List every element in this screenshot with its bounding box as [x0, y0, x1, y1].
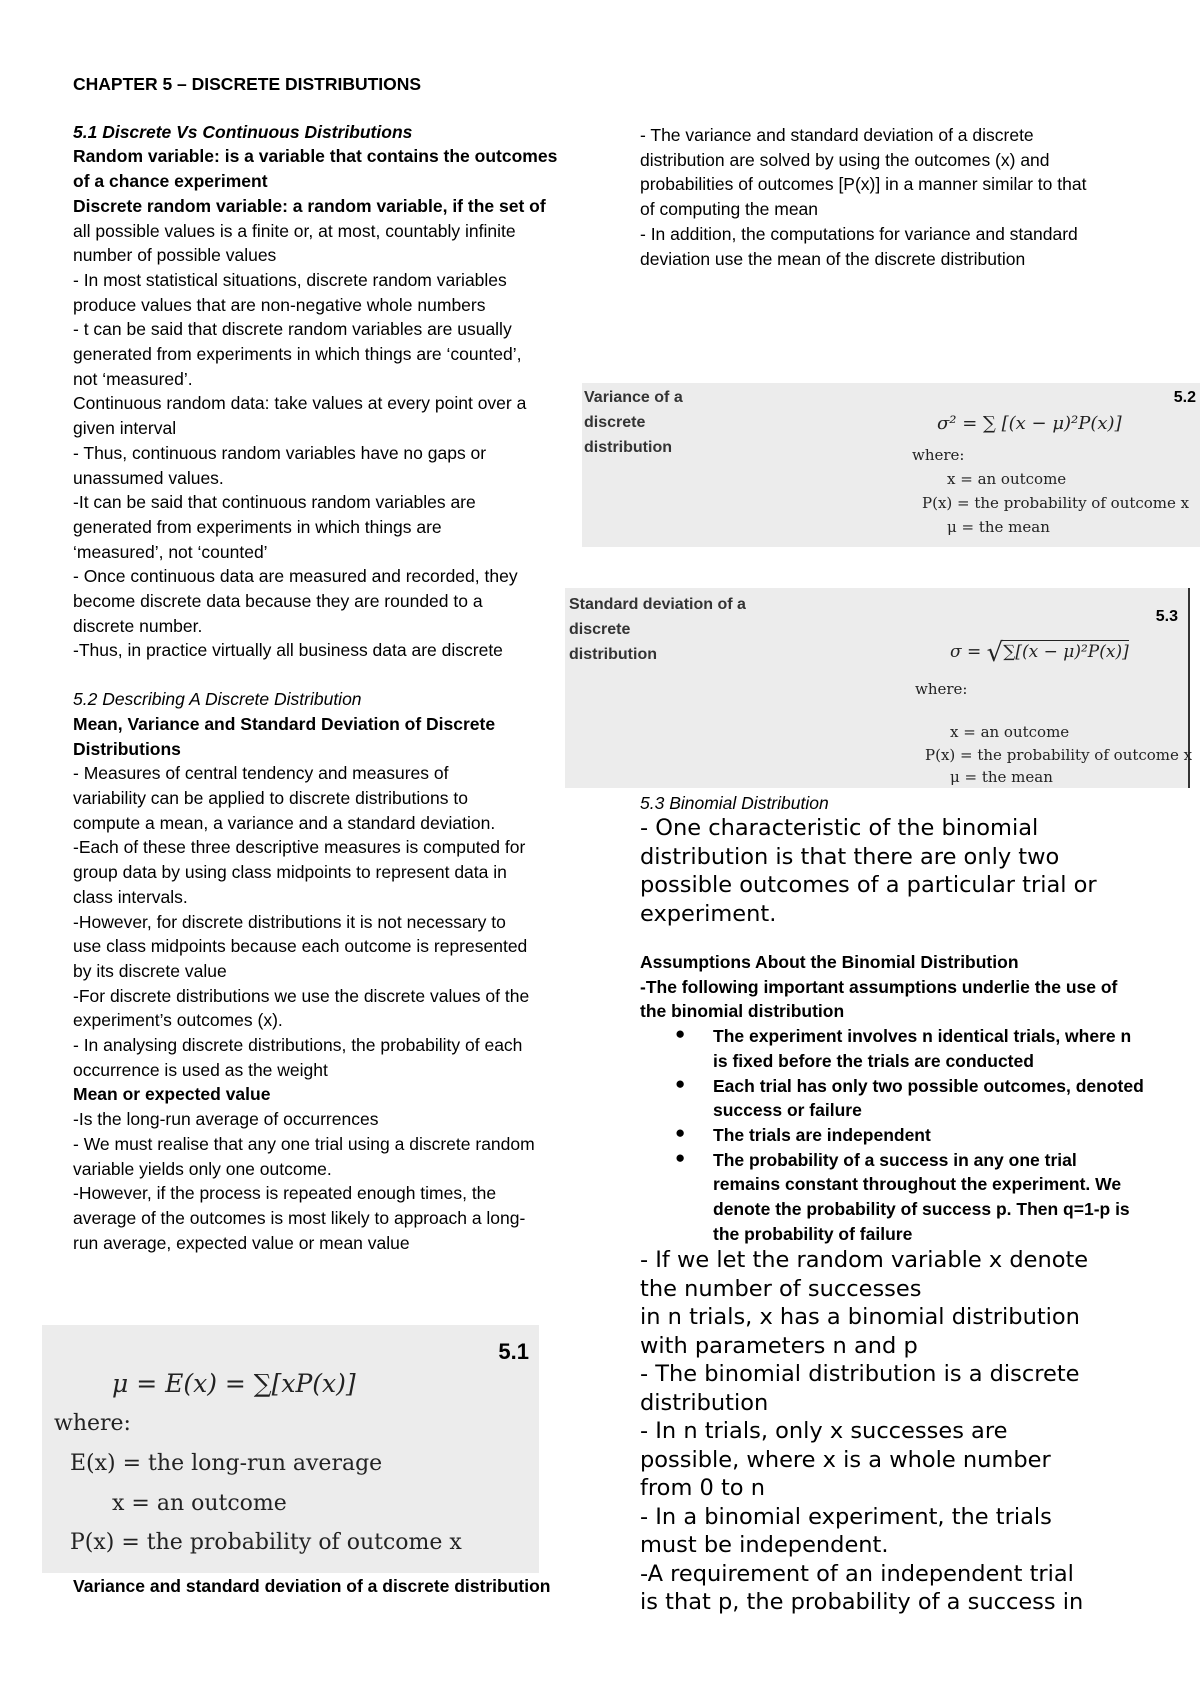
left-column — [73, 72, 573, 1255]
text-line: variability can be applied to discrete distributions to — [73, 787, 468, 808]
text-line: compute a mean, a variance and a standard deviation. — [73, 812, 496, 833]
text-line: -However, for discrete distributions it is not necessary to — [73, 911, 506, 932]
formula-label: distribution — [569, 646, 657, 663]
text-line: - Measures of central tendency and measures of — [73, 763, 449, 784]
formula-equation: σ² = ∑ [(x − μ)²P(x)] — [937, 413, 1122, 434]
formula-equation: μ = E(x) = ∑[xP(x)] — [112, 1369, 356, 1398]
text-line: of computing the mean — [640, 199, 819, 220]
text-line: use class midpoints because each outcome is represented — [73, 936, 528, 957]
text-line: distribution is that there are only two — [640, 843, 1060, 870]
chapter-title: CHAPTER 5 – DISCRETE DISTRIBUTIONS — [73, 74, 422, 94]
text-line: -Each of these three descriptive measures is computed for — [73, 837, 526, 858]
text-line: discrete number. — [73, 615, 203, 636]
text-line: -A requirement of an independent trial — [640, 1560, 1074, 1587]
text-line: - If we let the random variable x denote — [640, 1247, 1089, 1274]
text-line: - In a binomial experiment, the trials — [640, 1503, 1052, 1530]
text-line: distribution are solved by using the outcomes (x) and — [640, 149, 1050, 170]
section-5-2-subheading: Mean, Variance and Standard Deviation of Discrete — [73, 713, 496, 734]
text-line: Each trial has only two possible outcomes, denoted — [713, 1075, 1144, 1096]
text-line: of a chance experiment — [73, 171, 268, 192]
list-item — [675, 1147, 1180, 1247]
section-5-3 — [640, 792, 1180, 1617]
text-line: probabilities of outcomes [P(x)] in a manner similar to that — [640, 174, 1087, 195]
assumptions-heading: Assumptions About the Binomial Distribution — [640, 952, 1019, 972]
text-line: the number of successes — [640, 1275, 922, 1302]
text-line: possible, where x is a whole number — [640, 1446, 1051, 1473]
text-line: - In n trials, only x successes are — [640, 1418, 1008, 1445]
text-line: - We must realise that any one trial using a discrete random — [73, 1133, 535, 1154]
text-line: with parameters n and p — [640, 1332, 918, 1359]
sqrt-sign: √ — [986, 638, 1004, 668]
text-line: by its discrete value — [73, 960, 227, 981]
text-line: from 0 to n — [640, 1475, 765, 1502]
text-line: - The variance and standard deviation of a discrete — [640, 125, 1034, 145]
formula-equation — [950, 638, 1129, 668]
formula-5-3-box — [565, 588, 1193, 788]
formula-lhs: σ = — [950, 642, 982, 662]
formula-number: 5.2 — [1173, 389, 1196, 406]
formula-label: Variance of a — [584, 389, 683, 406]
section-5-3-heading: 5.3 Binomial Distribution — [640, 793, 829, 813]
binomial-body — [640, 1246, 1180, 1617]
mean-body — [73, 1107, 573, 1255]
bullet-icon: ● — [675, 1147, 686, 1167]
text-line: is that p, the probability of a success in — [640, 1589, 1084, 1616]
section-5-2-subheading: Distributions — [73, 738, 181, 759]
text-line: produce values that are non-negative whole numbers — [73, 294, 486, 315]
formula-def: P(x) = the probability of outcome x — [922, 494, 1190, 512]
text-line: The experiment involves n identical trials, where n — [713, 1026, 1132, 1047]
formula-number: 5.3 — [1155, 608, 1178, 625]
formula-def: x = an outcome — [950, 723, 1070, 741]
formula-where: where: — [54, 1411, 131, 1436]
text-line: ‘measured’, not ‘counted’ — [73, 541, 268, 562]
list-item — [675, 1073, 1180, 1123]
text-line: not ‘measured’. — [73, 368, 193, 389]
text-line: - In most statistical situations, discrete random variables — [73, 269, 507, 290]
text-line: class intervals. — [73, 886, 188, 907]
formula-def: P(x) = the probability of outcome x — [925, 746, 1193, 764]
formula-where: where: — [915, 680, 968, 698]
section-5-1-body — [73, 144, 573, 663]
section-5-2-heading: 5.2 Describing A Discrete Distribution — [73, 689, 362, 710]
text-line: variable yields only one outcome. — [73, 1158, 332, 1179]
text-line: unassumed values. — [73, 467, 224, 488]
text-line: experiment’s outcomes (x). — [73, 1010, 283, 1031]
text-line: the probability of failure — [713, 1223, 913, 1244]
mean-heading: Mean or expected value — [73, 1084, 271, 1105]
text-line: Continuous random data: take values at every point over a — [73, 393, 527, 414]
text-line: the binomial distribution — [640, 1001, 845, 1022]
text-line: - t can be said that discrete random variables are usually — [73, 319, 512, 340]
text-line: The probability of a success in any one trial — [713, 1149, 1077, 1170]
formula-def: E(x) = the long-run average — [70, 1451, 383, 1476]
text-line: Random variable: is a variable that contains the outcomes — [73, 146, 558, 167]
bullet-icon: ● — [675, 1122, 686, 1142]
formula-5-1-box — [42, 1325, 539, 1573]
text-line: occurrence is used as the weight — [73, 1059, 328, 1080]
text-line: become discrete data because they are rounded to a — [73, 591, 483, 612]
text-line: run average, expected value or mean value — [73, 1232, 410, 1253]
text-line: distribution — [640, 1389, 769, 1416]
assumptions-list — [640, 1024, 1180, 1246]
text-line: given interval — [73, 418, 177, 439]
text-line: is fixed before the trials are conducted — [713, 1050, 1034, 1071]
bullet-icon: ● — [675, 1073, 686, 1093]
text-line: Discrete random variable: a random variable, if the set of — [73, 195, 546, 216]
text-line: generated from experiments in which things are — [73, 516, 442, 537]
formula-def: x = an outcome — [112, 1491, 287, 1516]
text-line: - The binomial distribution is a discrete — [640, 1361, 1080, 1388]
formula-5-2-box — [582, 383, 1200, 547]
text-line: denote the probability of success p. Then q=1-p is — [713, 1199, 1130, 1220]
list-item — [675, 1024, 1180, 1073]
bullet-icon: ● — [675, 1024, 686, 1044]
formula-def: μ = the mean — [950, 768, 1053, 786]
text-line: - In analysing discrete distributions, the probability of each — [73, 1035, 523, 1056]
text-line: -Thus, in practice virtually all business data are discrete — [73, 640, 503, 661]
formula-def: P(x) = the probability of outcome x — [70, 1530, 462, 1555]
text-line: experiment. — [640, 900, 777, 927]
section-5-2-body — [73, 761, 573, 1082]
text-line: deviation use the mean of the discrete distribution — [640, 248, 1026, 269]
section-5-1-heading: 5.1 Discrete Vs Continuous Distributions — [73, 121, 413, 142]
text-line: -For discrete distributions we use the discrete values of the — [73, 985, 530, 1006]
text-line: generated from experiments in which things are ‘counted’, — [73, 344, 522, 365]
text-line: - Once continuous data are measured and recorded, they — [73, 566, 518, 587]
text-line: -Is the long-run average of occurrences — [73, 1109, 379, 1130]
text-line: The trials are independent — [713, 1124, 931, 1145]
text-line: - In addition, the computations for variance and standard — [640, 223, 1078, 244]
text-line: in n trials, x has a binomial distribution — [640, 1304, 1080, 1331]
text-line: number of possible values — [73, 245, 277, 266]
text-line: must be independent. — [640, 1532, 889, 1559]
formula-radicand: ∑[(x − μ)²P(x)] — [1003, 642, 1129, 662]
list-item — [675, 1122, 1180, 1148]
text-line: average of the outcomes is most likely to approach a long- — [73, 1207, 526, 1228]
text-line: -The following important assumptions underlie the use of — [640, 976, 1118, 997]
formula-label: distribution — [584, 439, 672, 456]
text-line: possible outcomes of a particular trial or — [640, 872, 1097, 898]
formula-def: x = an outcome — [947, 470, 1067, 488]
formula-label: discrete — [584, 414, 646, 431]
text-line: - One characteristic of the binomial — [640, 815, 1039, 841]
text-line: remains constant throughout the experiment. We — [713, 1174, 1122, 1195]
formula-def: μ = the mean — [947, 518, 1050, 536]
right-column-intro — [640, 123, 1160, 271]
formula-number: 5.1 — [498, 1339, 529, 1364]
text-line: -However, if the process is repeated enough times, the — [73, 1183, 497, 1204]
text-line: - Thus, continuous random variables have no gaps or — [73, 442, 487, 463]
formula-where: where: — [912, 446, 965, 464]
formula-label: discrete — [569, 621, 631, 638]
text-line: success or failure — [713, 1100, 862, 1121]
text-line: group data by using class midpoints to represent data in — [73, 862, 507, 883]
text-line: all possible values is a finite or, at most, countably infinite — [73, 220, 516, 241]
variance-caption: Variance and standard deviation of a discrete distribution — [73, 1576, 551, 1596]
formula-label: Standard deviation of a — [569, 596, 746, 613]
text-line: -It can be said that continuous random variables are — [73, 492, 476, 513]
